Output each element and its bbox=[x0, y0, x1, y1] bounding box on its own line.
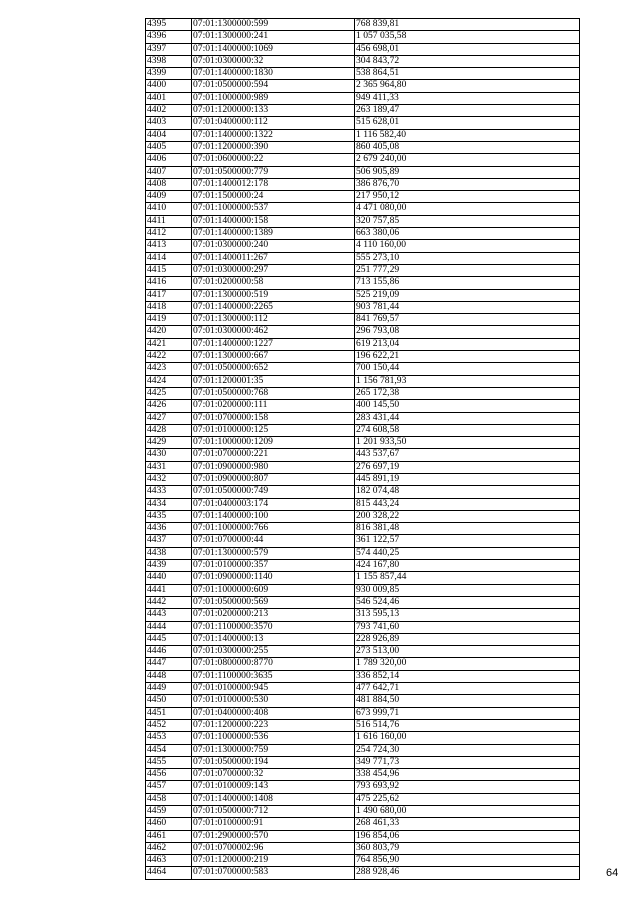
table-row bbox=[146, 560, 580, 572]
cadastral-number-cell: 07:01:0500000:652 bbox=[192, 363, 355, 375]
cadastral-number-cell: 07:01:0700000:583 bbox=[192, 867, 355, 879]
cadastral-number-cell: 07:01:1500000:24 bbox=[192, 191, 355, 203]
table-row bbox=[146, 400, 580, 412]
table-row bbox=[146, 412, 580, 424]
cadastral-value-cell: 276 697,19 bbox=[355, 461, 580, 473]
cadastral-value-cell: 424 167,80 bbox=[355, 560, 580, 572]
cadastral-value-cell: 816 381,48 bbox=[355, 523, 580, 535]
cadastral-value-cell: 200 328,22 bbox=[355, 510, 580, 522]
table-row bbox=[146, 326, 580, 338]
row-number-cell: 4424 bbox=[146, 375, 192, 387]
cadastral-number-cell: 07:01:1200000:133 bbox=[192, 105, 355, 117]
cadastral-value-cell: 1 156 781,93 bbox=[355, 375, 580, 387]
table-row bbox=[146, 547, 580, 559]
cadastral-number-cell: 07:01:0500000:194 bbox=[192, 756, 355, 768]
cadastral-number-cell: 07:01:0200000:111 bbox=[192, 400, 355, 412]
cadastral-number-cell: 07:01:0500000:594 bbox=[192, 80, 355, 92]
row-number-cell: 4422 bbox=[146, 351, 192, 363]
cadastral-number-cell: 07:01:0300000:32 bbox=[192, 55, 355, 67]
cadastral-number-cell: 07:01:0700000:44 bbox=[192, 535, 355, 547]
table-row bbox=[146, 830, 580, 842]
cadastral-number-cell: 07:01:1300000:759 bbox=[192, 744, 355, 756]
cadastral-value-cell: 1 057 035,58 bbox=[355, 31, 580, 43]
table-row bbox=[146, 695, 580, 707]
table-row bbox=[146, 732, 580, 744]
table-row bbox=[146, 289, 580, 301]
cadastral-value-cell: 903 781,44 bbox=[355, 301, 580, 313]
table-row bbox=[146, 264, 580, 276]
table-row bbox=[146, 129, 580, 141]
cadastral-number-cell: 07:01:1400012:178 bbox=[192, 178, 355, 190]
row-number-cell: 4404 bbox=[146, 129, 192, 141]
row-number-cell: 4450 bbox=[146, 695, 192, 707]
cadastral-number-cell: 07:01:0500000:712 bbox=[192, 806, 355, 818]
row-number-cell: 4454 bbox=[146, 744, 192, 756]
row-number-cell: 4412 bbox=[146, 228, 192, 240]
cadastral-number-cell: 07:01:0200000:213 bbox=[192, 609, 355, 621]
cadastral-value-cell: 930 009,85 bbox=[355, 584, 580, 596]
row-number-cell: 4418 bbox=[146, 301, 192, 313]
cadastral-number-cell: 07:01:1100000:3570 bbox=[192, 621, 355, 633]
cadastral-value-cell: 304 843,72 bbox=[355, 55, 580, 67]
cadastral-number-cell: 07:01:0500000:779 bbox=[192, 166, 355, 178]
cadastral-value-cell: 274 608,58 bbox=[355, 424, 580, 436]
row-number-cell: 4431 bbox=[146, 461, 192, 473]
cadastral-value-cell: 574 440,25 bbox=[355, 547, 580, 559]
cadastral-number-cell: 07:01:0400003:174 bbox=[192, 498, 355, 510]
table-row bbox=[146, 252, 580, 264]
cadastral-number-cell: 07:01:0900000:1140 bbox=[192, 572, 355, 584]
cadastral-number-cell: 07:01:1000000:609 bbox=[192, 584, 355, 596]
cadastral-number-cell: 07:01:0500000:569 bbox=[192, 596, 355, 608]
row-number-cell: 4441 bbox=[146, 584, 192, 596]
cadastral-value-cell: 313 595,13 bbox=[355, 609, 580, 621]
row-number-cell: 4400 bbox=[146, 80, 192, 92]
row-number-cell: 4459 bbox=[146, 806, 192, 818]
cadastral-value-cell: 793 693,92 bbox=[355, 781, 580, 793]
cadastral-value-cell: 217 950,12 bbox=[355, 191, 580, 203]
cadastral-number-cell: 07:01:1200000:219 bbox=[192, 855, 355, 867]
cadastral-value-cell: 477 642,71 bbox=[355, 683, 580, 695]
row-number-cell: 4453 bbox=[146, 732, 192, 744]
table-row bbox=[146, 31, 580, 43]
row-number-cell: 4406 bbox=[146, 154, 192, 166]
table-row bbox=[146, 141, 580, 153]
table-row bbox=[146, 683, 580, 695]
row-number-cell: 4430 bbox=[146, 449, 192, 461]
row-number-cell: 4448 bbox=[146, 670, 192, 682]
cadastral-value-cell: 263 189,47 bbox=[355, 105, 580, 117]
row-number-cell: 4428 bbox=[146, 424, 192, 436]
table-row bbox=[146, 523, 580, 535]
cadastral-number-cell: 07:01:1400011:267 bbox=[192, 252, 355, 264]
row-number-cell: 4447 bbox=[146, 658, 192, 670]
cadastral-value-cell: 700 150,44 bbox=[355, 363, 580, 375]
row-number-cell: 4443 bbox=[146, 609, 192, 621]
table-row bbox=[146, 228, 580, 240]
cadastral-number-cell: 07:01:0100009:143 bbox=[192, 781, 355, 793]
table-row bbox=[146, 375, 580, 387]
row-number-cell: 4401 bbox=[146, 92, 192, 104]
cadastral-value-cell: 196 622,21 bbox=[355, 351, 580, 363]
cadastral-value-cell: 338 454,96 bbox=[355, 769, 580, 781]
row-number-cell: 4415 bbox=[146, 264, 192, 276]
cadastral-number-cell: 07:01:1000000:766 bbox=[192, 523, 355, 535]
table-row bbox=[146, 105, 580, 117]
table-row bbox=[146, 744, 580, 756]
table-row bbox=[146, 203, 580, 215]
row-number-cell: 4446 bbox=[146, 646, 192, 658]
table-row bbox=[146, 609, 580, 621]
row-number-cell: 4440 bbox=[146, 572, 192, 584]
cadastral-number-cell: 07:01:1200000:390 bbox=[192, 141, 355, 153]
cadastral-number-cell: 07:01:1200000:223 bbox=[192, 719, 355, 731]
row-number-cell: 4451 bbox=[146, 707, 192, 719]
row-number-cell: 4442 bbox=[146, 596, 192, 608]
table-row bbox=[146, 424, 580, 436]
cadastral-value-cell: 336 852,14 bbox=[355, 670, 580, 682]
cadastral-number-cell: 07:01:0700000:158 bbox=[192, 412, 355, 424]
cadastral-value-cell: 860 405,08 bbox=[355, 141, 580, 153]
cadastral-number-cell: 07:01:0700002:96 bbox=[192, 842, 355, 854]
cadastral-number-cell: 07:01:0100000:91 bbox=[192, 818, 355, 830]
row-number-cell: 4434 bbox=[146, 498, 192, 510]
cadastral-value-cell: 360 803,79 bbox=[355, 842, 580, 854]
row-number-cell: 4439 bbox=[146, 560, 192, 572]
row-number-cell: 4398 bbox=[146, 55, 192, 67]
cadastral-value-cell: 949 411,33 bbox=[355, 92, 580, 104]
table-row bbox=[146, 215, 580, 227]
page-number: 64 bbox=[606, 867, 619, 879]
table-row bbox=[146, 240, 580, 252]
table-row bbox=[146, 670, 580, 682]
cadastral-number-cell: 07:01:1300000:241 bbox=[192, 31, 355, 43]
table-row bbox=[146, 461, 580, 473]
cadastral-number-cell: 07:01:1400000:1408 bbox=[192, 793, 355, 805]
row-number-cell: 4397 bbox=[146, 43, 192, 55]
cadastral-value-cell: 841 769,57 bbox=[355, 314, 580, 326]
table-row bbox=[146, 363, 580, 375]
cadastral-number-cell: 07:01:0700000:32 bbox=[192, 769, 355, 781]
row-number-cell: 4444 bbox=[146, 621, 192, 633]
table-row bbox=[146, 621, 580, 633]
table-row bbox=[146, 486, 580, 498]
cadastral-value-cell: 1 616 160,00 bbox=[355, 732, 580, 744]
cadastral-number-cell: 07:01:1400000:2265 bbox=[192, 301, 355, 313]
row-number-cell: 4396 bbox=[146, 31, 192, 43]
row-number-cell: 4421 bbox=[146, 338, 192, 350]
cadastral-value-cell: 619 213,04 bbox=[355, 338, 580, 350]
cadastral-number-cell: 07:01:0300000:240 bbox=[192, 240, 355, 252]
cadastral-number-cell: 07:01:0500000:749 bbox=[192, 486, 355, 498]
table-row bbox=[146, 301, 580, 313]
cadastral-value-cell: 475 225,62 bbox=[355, 793, 580, 805]
row-number-cell: 4445 bbox=[146, 633, 192, 645]
cadastral-number-cell: 07:01:1400000:13 bbox=[192, 633, 355, 645]
cadastral-number-cell: 07:01:0900000:980 bbox=[192, 461, 355, 473]
cadastral-value-table bbox=[145, 18, 580, 880]
table-row bbox=[146, 166, 580, 178]
cadastral-number-cell: 07:01:1400000:1227 bbox=[192, 338, 355, 350]
table-row bbox=[146, 781, 580, 793]
cadastral-value-cell: 555 273,10 bbox=[355, 252, 580, 264]
cadastral-value-cell: 182 074,48 bbox=[355, 486, 580, 498]
cadastral-value-cell: 361 122,57 bbox=[355, 535, 580, 547]
cadastral-value-cell: 1 155 857,44 bbox=[355, 572, 580, 584]
row-number-cell: 4425 bbox=[146, 387, 192, 399]
cadastral-value-cell: 228 926,89 bbox=[355, 633, 580, 645]
cadastral-number-cell: 07:01:0800000:8770 bbox=[192, 658, 355, 670]
row-number-cell: 4464 bbox=[146, 867, 192, 879]
cadastral-value-cell: 525 219,09 bbox=[355, 289, 580, 301]
cadastral-number-cell: 07:01:0100000:125 bbox=[192, 424, 355, 436]
cadastral-value-cell: 288 928,46 bbox=[355, 867, 580, 879]
cadastral-number-cell: 07:01:1300000:519 bbox=[192, 289, 355, 301]
row-number-cell: 4403 bbox=[146, 117, 192, 129]
table-row bbox=[146, 473, 580, 485]
table-row bbox=[146, 719, 580, 731]
cadastral-value-cell: 265 172,38 bbox=[355, 387, 580, 399]
table-row bbox=[146, 68, 580, 80]
cadastral-value-cell: 515 628,01 bbox=[355, 117, 580, 129]
cadastral-value-cell: 1 201 933,50 bbox=[355, 437, 580, 449]
table-row bbox=[146, 855, 580, 867]
cadastral-value-cell: 443 537,67 bbox=[355, 449, 580, 461]
row-number-cell: 4462 bbox=[146, 842, 192, 854]
cadastral-number-cell: 07:01:0300000:297 bbox=[192, 264, 355, 276]
row-number-cell: 4395 bbox=[146, 19, 192, 31]
cadastral-value-cell: 815 443,24 bbox=[355, 498, 580, 510]
cadastral-number-cell: 07:01:0700000:221 bbox=[192, 449, 355, 461]
cadastral-value-cell: 516 514,76 bbox=[355, 719, 580, 731]
row-number-cell: 4455 bbox=[146, 756, 192, 768]
table-row bbox=[146, 498, 580, 510]
cadastral-number-cell: 07:01:1400000:1069 bbox=[192, 43, 355, 55]
row-number-cell: 4452 bbox=[146, 719, 192, 731]
table-row bbox=[146, 338, 580, 350]
cadastral-value-cell: 296 793,08 bbox=[355, 326, 580, 338]
cadastral-value-cell: 4 110 160,00 bbox=[355, 240, 580, 252]
cadastral-number-cell: 07:01:1000000:536 bbox=[192, 732, 355, 744]
cadastral-value-cell: 673 999,71 bbox=[355, 707, 580, 719]
cadastral-number-cell: 07:01:0100000:530 bbox=[192, 695, 355, 707]
cadastral-value-cell: 2 679 240,00 bbox=[355, 154, 580, 166]
cadastral-number-cell: 07:01:1400000:1830 bbox=[192, 68, 355, 80]
cadastral-value-cell: 506 905,89 bbox=[355, 166, 580, 178]
cadastral-value-cell: 481 884,50 bbox=[355, 695, 580, 707]
row-number-cell: 4437 bbox=[146, 535, 192, 547]
row-number-cell: 4402 bbox=[146, 105, 192, 117]
cadastral-value-cell: 254 724,30 bbox=[355, 744, 580, 756]
cadastral-number-cell: 07:01:0100000:945 bbox=[192, 683, 355, 695]
table-row bbox=[146, 769, 580, 781]
row-number-cell: 4405 bbox=[146, 141, 192, 153]
row-number-cell: 4420 bbox=[146, 326, 192, 338]
cadastral-number-cell: 07:01:0200000:58 bbox=[192, 277, 355, 289]
row-number-cell: 4427 bbox=[146, 412, 192, 424]
table-row bbox=[146, 535, 580, 547]
cadastral-number-cell: 07:01:1200001:35 bbox=[192, 375, 355, 387]
table-row bbox=[146, 646, 580, 658]
row-number-cell: 4432 bbox=[146, 473, 192, 485]
row-number-cell: 4416 bbox=[146, 277, 192, 289]
cadastral-value-cell: 764 856,90 bbox=[355, 855, 580, 867]
table-row bbox=[146, 55, 580, 67]
cadastral-value-cell: 268 461,33 bbox=[355, 818, 580, 830]
row-number-cell: 4423 bbox=[146, 363, 192, 375]
table-row bbox=[146, 572, 580, 584]
cadastral-value-cell: 283 431,44 bbox=[355, 412, 580, 424]
table-row bbox=[146, 43, 580, 55]
cadastral-number-cell: 07:01:1300000:579 bbox=[192, 547, 355, 559]
row-number-cell: 4436 bbox=[146, 523, 192, 535]
row-number-cell: 4457 bbox=[146, 781, 192, 793]
row-number-cell: 4417 bbox=[146, 289, 192, 301]
cadastral-value-cell: 400 145,50 bbox=[355, 400, 580, 412]
table-row bbox=[146, 437, 580, 449]
row-number-cell: 4438 bbox=[146, 547, 192, 559]
table-row bbox=[146, 707, 580, 719]
cadastral-number-cell: 07:01:0400000:112 bbox=[192, 117, 355, 129]
row-number-cell: 4449 bbox=[146, 683, 192, 695]
row-number-cell: 4419 bbox=[146, 314, 192, 326]
table-row bbox=[146, 633, 580, 645]
row-number-cell: 4407 bbox=[146, 166, 192, 178]
cadastral-value-cell: 196 854,06 bbox=[355, 830, 580, 842]
row-number-cell: 4410 bbox=[146, 203, 192, 215]
cadastral-number-cell: 07:01:2900000:570 bbox=[192, 830, 355, 842]
cadastral-number-cell: 07:01:1400000:1389 bbox=[192, 228, 355, 240]
cadastral-value-cell: 4 471 080,00 bbox=[355, 203, 580, 215]
cadastral-number-cell: 07:01:0600000:22 bbox=[192, 154, 355, 166]
table-row bbox=[146, 818, 580, 830]
table-row bbox=[146, 117, 580, 129]
cadastral-number-cell: 07:01:1000000:989 bbox=[192, 92, 355, 104]
cadastral-value-cell: 793 741,60 bbox=[355, 621, 580, 633]
cadastral-value-cell: 386 876,70 bbox=[355, 178, 580, 190]
row-number-cell: 4408 bbox=[146, 178, 192, 190]
cadastral-value-cell: 445 891,19 bbox=[355, 473, 580, 485]
table-row bbox=[146, 154, 580, 166]
cadastral-value-cell: 768 839,81 bbox=[355, 19, 580, 31]
row-number-cell: 4409 bbox=[146, 191, 192, 203]
table-row bbox=[146, 19, 580, 31]
cadastral-value-cell: 1 490 680,00 bbox=[355, 806, 580, 818]
row-number-cell: 4435 bbox=[146, 510, 192, 522]
table-row bbox=[146, 806, 580, 818]
cadastral-number-cell: 07:01:1000000:1209 bbox=[192, 437, 355, 449]
cadastral-value-cell: 663 380,06 bbox=[355, 228, 580, 240]
table-row bbox=[146, 867, 580, 879]
table-row bbox=[146, 191, 580, 203]
row-number-cell: 4460 bbox=[146, 818, 192, 830]
row-number-cell: 4461 bbox=[146, 830, 192, 842]
row-number-cell: 4414 bbox=[146, 252, 192, 264]
row-number-cell: 4413 bbox=[146, 240, 192, 252]
table-row bbox=[146, 92, 580, 104]
cadastral-number-cell: 07:01:0900000:807 bbox=[192, 473, 355, 485]
row-number-cell: 4463 bbox=[146, 855, 192, 867]
cadastral-number-cell: 07:01:0100000:357 bbox=[192, 560, 355, 572]
table-row bbox=[146, 277, 580, 289]
table-row bbox=[146, 387, 580, 399]
cadastral-value-cell: 456 698,01 bbox=[355, 43, 580, 55]
row-number-cell: 4433 bbox=[146, 486, 192, 498]
table-row bbox=[146, 178, 580, 190]
cadastral-number-cell: 07:01:0500000:768 bbox=[192, 387, 355, 399]
table-row bbox=[146, 596, 580, 608]
cadastral-value-cell: 349 771,73 bbox=[355, 756, 580, 768]
table-row bbox=[146, 510, 580, 522]
row-number-cell: 4458 bbox=[146, 793, 192, 805]
cadastral-value-cell: 546 524,46 bbox=[355, 596, 580, 608]
cadastral-value-cell: 1 789 320,00 bbox=[355, 658, 580, 670]
row-number-cell: 4411 bbox=[146, 215, 192, 227]
row-number-cell: 4456 bbox=[146, 769, 192, 781]
cadastral-value-cell: 251 777,29 bbox=[355, 264, 580, 276]
table-row bbox=[146, 351, 580, 363]
cadastral-number-cell: 07:01:1300000:667 bbox=[192, 351, 355, 363]
cadastral-number-cell: 07:01:0300000:255 bbox=[192, 646, 355, 658]
cadastral-number-cell: 07:01:1000000:537 bbox=[192, 203, 355, 215]
table-row bbox=[146, 584, 580, 596]
table-row bbox=[146, 80, 580, 92]
row-number-cell: 4426 bbox=[146, 400, 192, 412]
table-row bbox=[146, 793, 580, 805]
cadastral-value-cell: 538 864,51 bbox=[355, 68, 580, 80]
table-row bbox=[146, 842, 580, 854]
cadastral-number-cell: 07:01:1400000:100 bbox=[192, 510, 355, 522]
cadastral-number-cell: 07:01:1300000:599 bbox=[192, 19, 355, 31]
cadastral-number-cell: 07:01:1400000:1322 bbox=[192, 129, 355, 141]
table-row bbox=[146, 756, 580, 768]
cadastral-value-cell: 1 116 582,40 bbox=[355, 129, 580, 141]
cadastral-number-cell: 07:01:1400000:158 bbox=[192, 215, 355, 227]
table-row bbox=[146, 314, 580, 326]
cadastral-number-cell: 07:01:1300000:112 bbox=[192, 314, 355, 326]
row-number-cell: 4399 bbox=[146, 68, 192, 80]
table-row bbox=[146, 449, 580, 461]
cadastral-value-cell: 2 365 964,80 bbox=[355, 80, 580, 92]
cadastral-value-cell: 273 513,00 bbox=[355, 646, 580, 658]
cadastral-number-cell: 07:01:0400000:408 bbox=[192, 707, 355, 719]
cadastral-number-cell: 07:01:1100000:3635 bbox=[192, 670, 355, 682]
cadastral-value-cell: 320 757,85 bbox=[355, 215, 580, 227]
table-body bbox=[146, 19, 580, 880]
table-row bbox=[146, 658, 580, 670]
cadastral-value-cell: 713 155,86 bbox=[355, 277, 580, 289]
cadastral-number-cell: 07:01:0300000:462 bbox=[192, 326, 355, 338]
row-number-cell: 4429 bbox=[146, 437, 192, 449]
